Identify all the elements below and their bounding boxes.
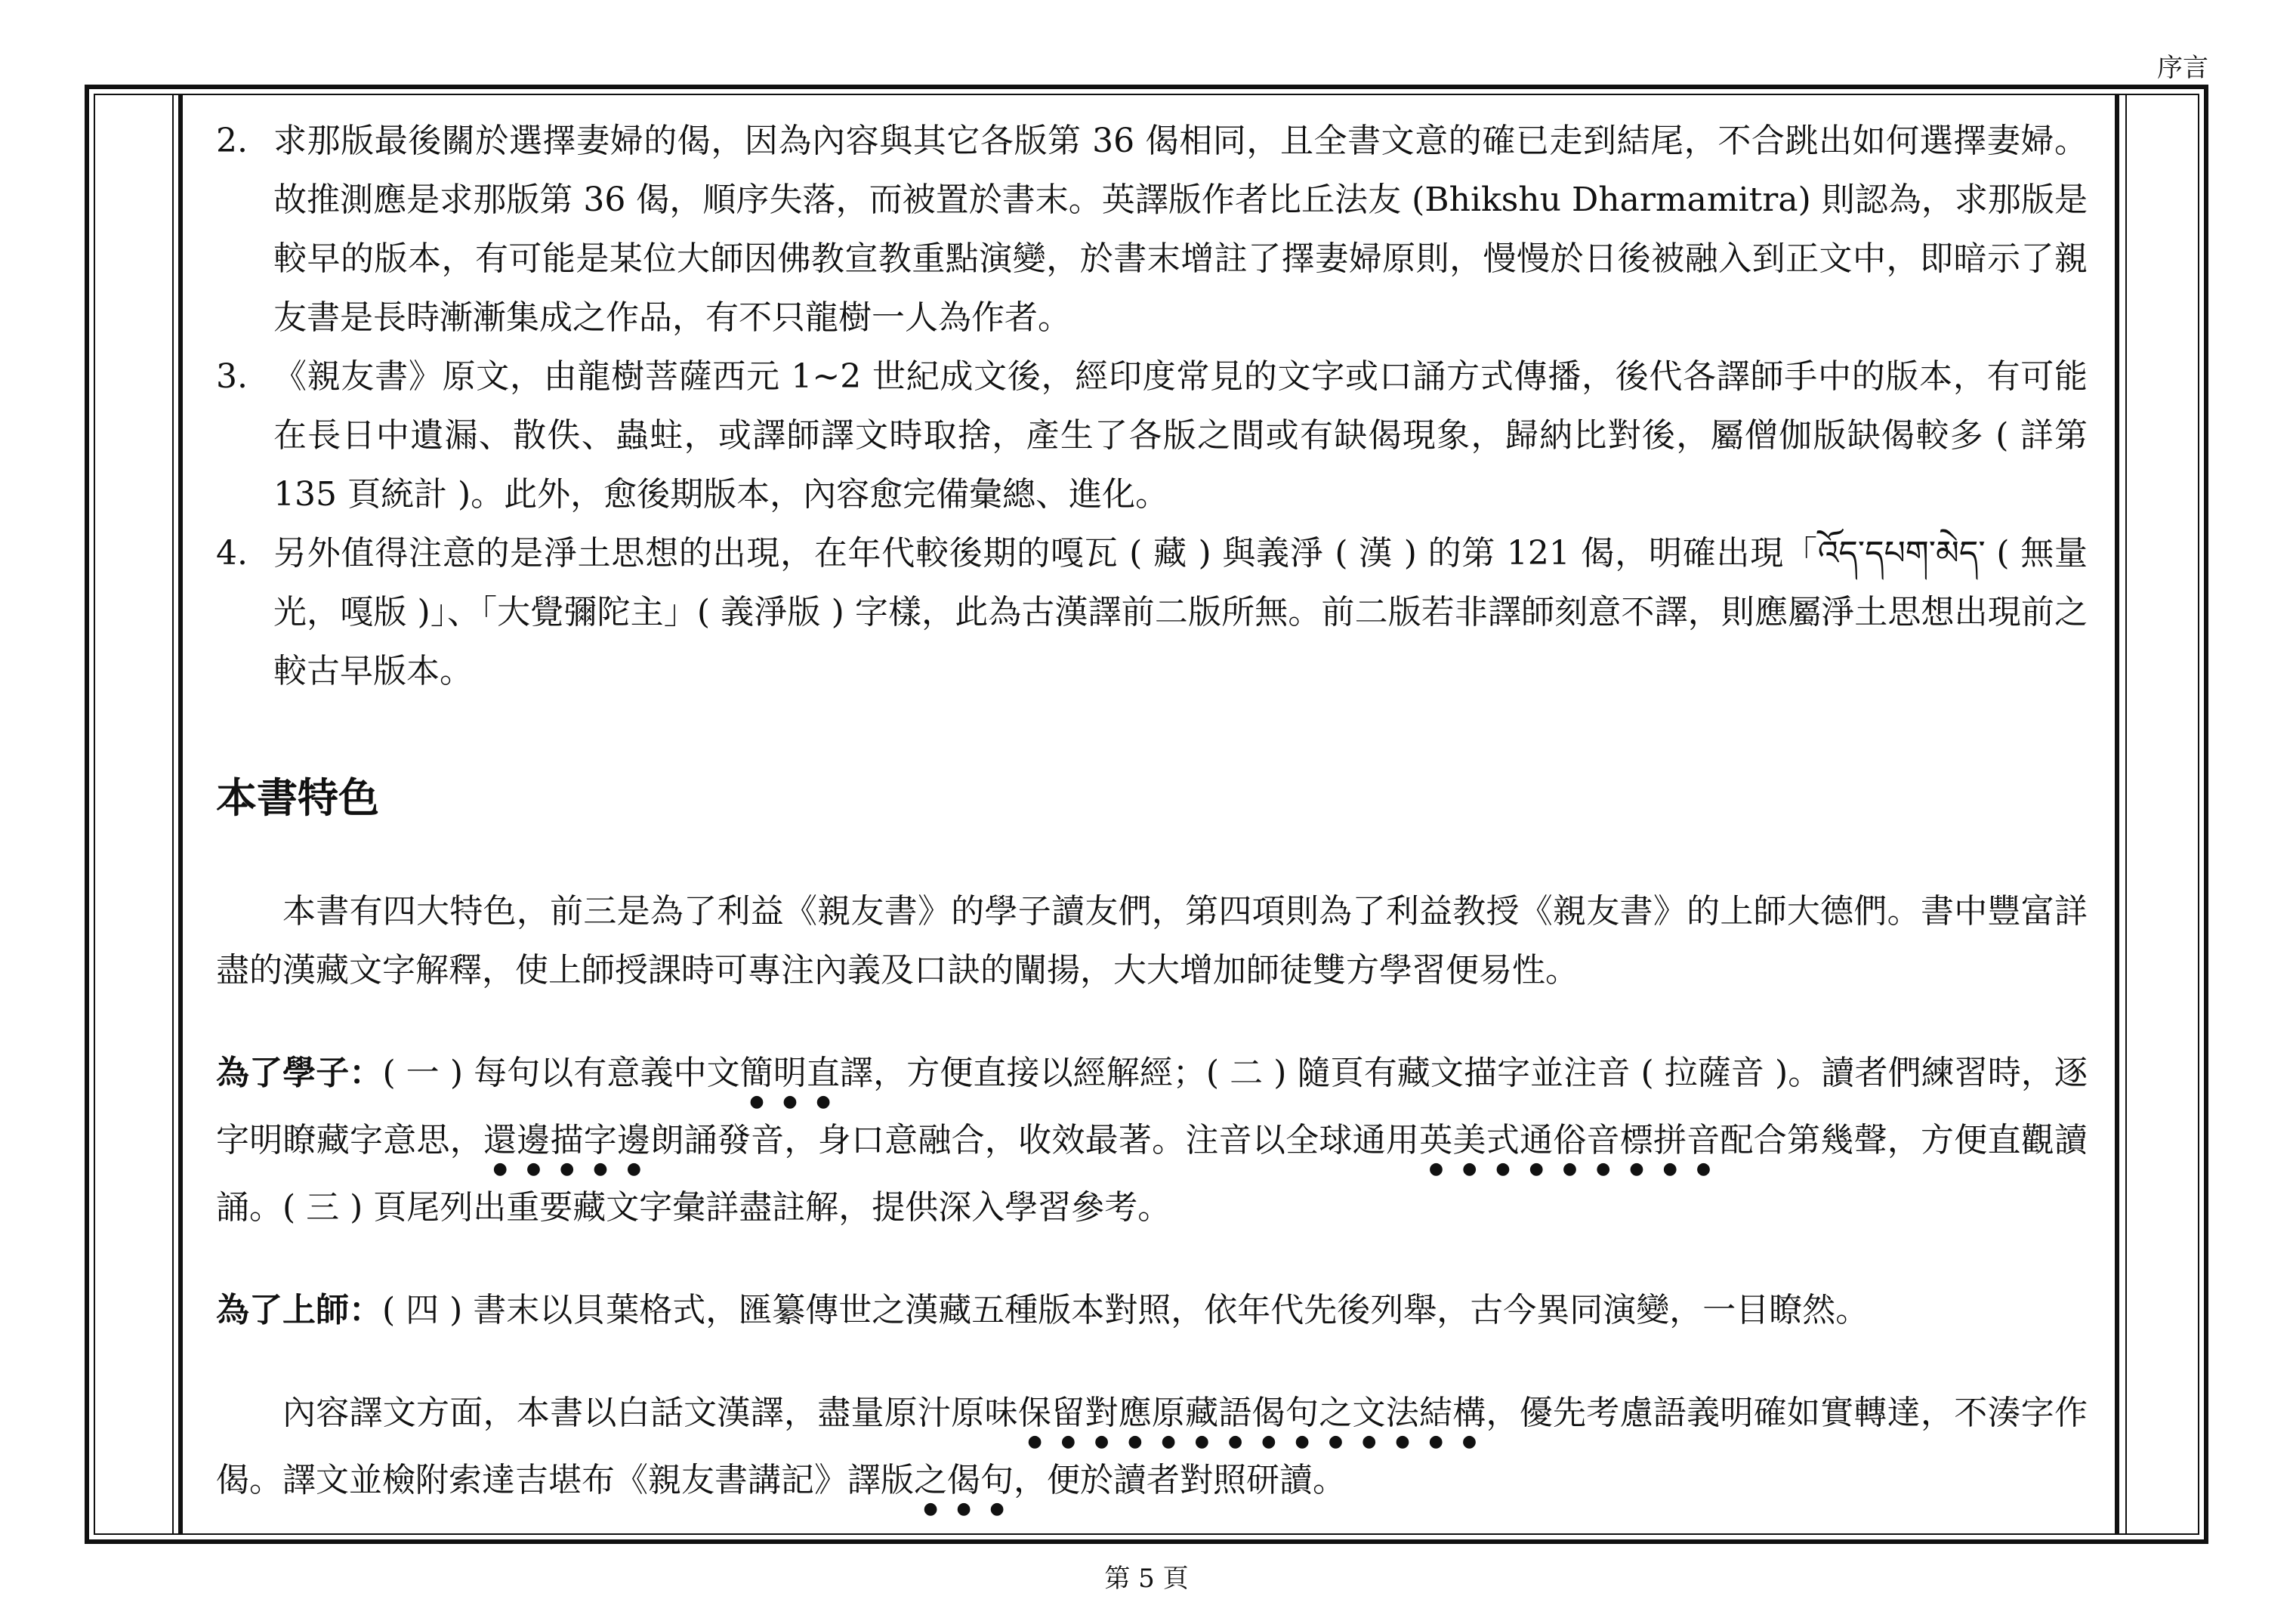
list-item-4: [216, 524, 2088, 701]
list-number: 2.: [216, 122, 248, 160]
students-text-c: 譯，方便直接以經解經；( 二 ) 隨頁有藏文描字並注音 ( 拉薩音 )。讀者們練習時，逐字明瞭藏字意思，: [216, 1054, 2088, 1159]
students-lead: 為了學子：: [216, 1054, 383, 1092]
students-text-emphasis-3: 英美式通俗音標拼音: [1419, 1121, 1721, 1159]
students-text-e: 朗誦發音，身口意融合，收效最著。注音以全球通用: [650, 1121, 1420, 1159]
page-number: 第 5 頁: [1104, 1564, 1189, 1594]
page-header-label: 序言: [2157, 53, 2208, 83]
right-border-rule: [2115, 94, 2119, 1535]
left-border-thin-rule: [172, 94, 174, 1535]
students-text-a: ( 一 ) 每句以有意義中文: [382, 1054, 740, 1092]
left-border-rule: [178, 94, 183, 1535]
teachers-lead: 為了上師：: [216, 1291, 382, 1329]
translation-text-emphasis-2: 之偈句: [914, 1461, 1014, 1499]
list-item-2: [216, 112, 2088, 347]
teachers-text: ( 四 ) 書末以貝葉格式，匯纂傳世之漢藏五種版本對照，依年代先後列舉，古今異同演變，一目瞭然。: [382, 1291, 1869, 1329]
intro-paragraph: 本書有四大特色，前三是為了利益《親友書》的學子讀友們，第四項則為了利益教授《親友書》的上師大德們。書中豐富詳盡的漢藏文字解釋，使上師授課時可專注內義及口訣的闡揚，大大增加師徒雙方學習便易性。: [216, 892, 2088, 990]
students-text-g: 配合第幾聲，方便直觀讀誦。( 三 ) 頁尾列出重要藏文字彙詳盡註解，提供深入學習參考。: [216, 1121, 2088, 1227]
translation-text-c: ，優先考慮語義明確如實轉達，不湊字作偈。譯文並檢附索達吉堪布《親友書講記》譯版: [216, 1394, 2088, 1499]
list-item-3: [216, 347, 2088, 524]
translation-text-emphasis-1: 保留對應原藏語偈句之文法結構: [1017, 1394, 1486, 1432]
teachers-paragraph: [216, 1281, 2088, 1340]
list-text: 求那版最後關於選擇妻婦的偈，因為內容與其它各版第 36 偈相同，且全書文意的確已走到結尾，不合跳出如何選擇妻婦。故推測應是求那版第 36 偈，順序失落，而被置於書末。英譯版作者比丘法友 (Bhikshu Dharmamitra) 則認為，求那版是較早的版本，有可能是某位大師因佛教宣教重點演變，於書末增註了擇妻婦原則，慢慢於日後被融入到正文中，即暗示了親友書是長時漸漸集成之作品，有不只龍樹一人為作者。: [273, 122, 2088, 337]
translation-text-a: 內容譯文方面，本書以白話文漢譯，盡量原汁原味: [282, 1394, 1018, 1432]
translation-text-e: ，便於讀者對照研讀。: [1014, 1461, 1346, 1499]
section-title: 本書特色: [216, 774, 379, 822]
students-paragraph: [216, 1044, 2088, 1237]
list-number: 3.: [216, 357, 248, 396]
students-text-emphasis-2: 還邊描字邊: [483, 1121, 651, 1159]
list-text: 另外值得注意的是淨土思想的出現，在年代較後期的嘎瓦 ( 藏 ) 與義淨 ( 漢 ) 的第 121 偈，明確出現「འོད་དཔག་མེད་ ( 無量光，嘎版 )」、「大覺彌陀主」( 義淨版 ) 字樣，此為古漢譯前二版所無。前二版若非譯師刻意不譯，則應屬淨土思想出現前之較古早版本。: [273, 534, 2088, 690]
translation-paragraph: [216, 1384, 2088, 1518]
list-number: 4.: [216, 534, 248, 573]
list-text: 《親友書》原文，由龍樹菩薩西元 1~2 世紀成文後，經印度常見的文字或口誦方式傳播，後代各譯師手中的版本，有可能在長日中遺漏、散佚、蟲蛀，或譯師譯文時取捨，產生了各版之間或有缺偈現象，歸納比對後，屬僧伽版缺偈較多 ( 詳第 135 頁統計 )。此外，愈後期版本，內容愈完備彙總、進化。: [273, 357, 2088, 514]
students-text-emphasis-1: 簡明直: [739, 1054, 841, 1092]
page-content: [216, 112, 2088, 1562]
right-border-thin-rule: [2125, 94, 2127, 1535]
